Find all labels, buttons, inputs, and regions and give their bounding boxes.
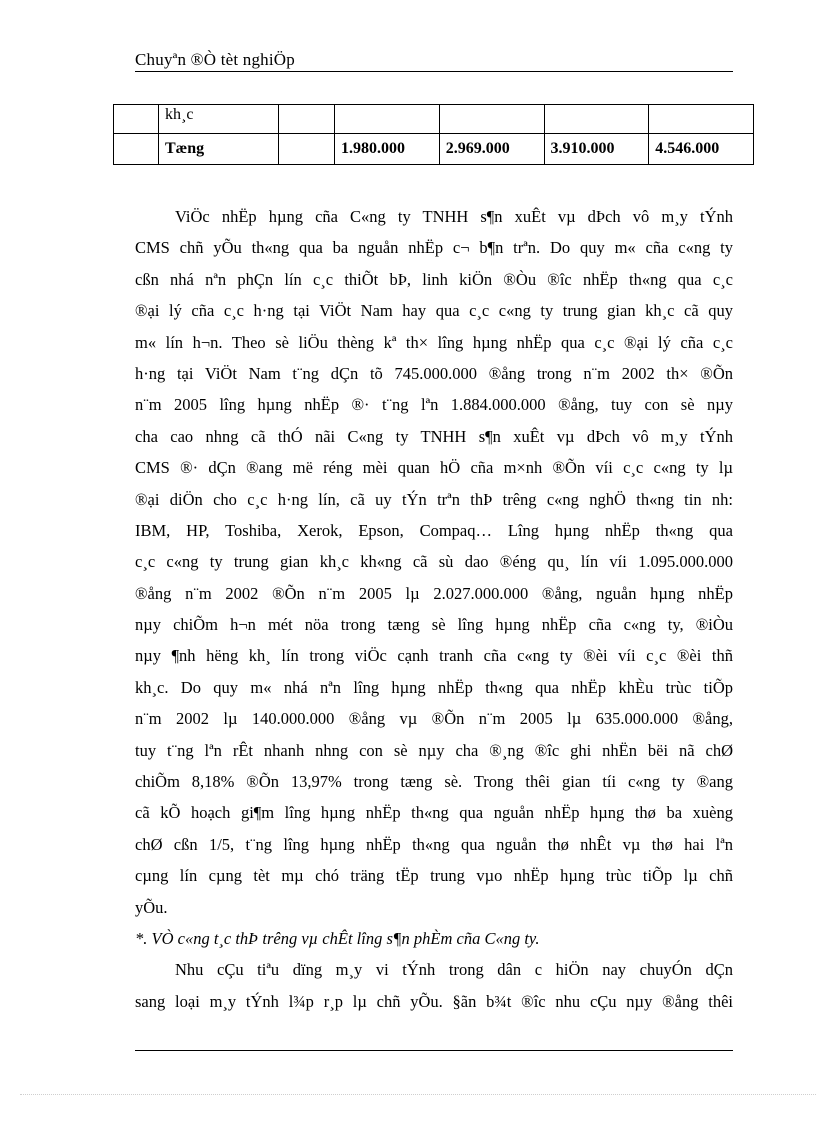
running-header: Chuyªn ®Ò tèt nghiÖp (135, 50, 295, 69)
text-line: ViÖc nhËp hµng cña C«ng ty TNHH s¶n xuÊt vµ dÞch vô m¸y tÝnh (175, 207, 733, 226)
text-line: c¸c c«ng ty trung gian kh¸c kh«ng cã sù dao ®éng qu¸ lín víi 1.095.000.000 (135, 552, 733, 572)
text-line: ®ång n¨m 2002 ®Õn n¨m 2005 lµ 2.027.000.000 ®ång, nguån hµng nhËp (135, 583, 733, 603)
table-cell (649, 105, 754, 134)
table-row (114, 105, 754, 134)
total-value-2005: 4.546.000 (649, 134, 754, 165)
total-value-2002: 1.980.000 (335, 134, 440, 165)
text-line: chiÕm 8,18% ®Õn 13,97% trong tæng sè. Trong thêi gian tíi c«ng ty ®ang (135, 772, 733, 792)
row-label-total: Tæng (159, 134, 279, 165)
text-line: m« lín h¬n. Theo sè liÖu thèng kª th× lîng hµng nhËp qua c¸c ®ại lý cña c¸c (135, 332, 733, 352)
table-cell-blank (114, 105, 159, 134)
table-cell-blank (279, 105, 335, 134)
text-line: tuy t¨ng lªn rÊt nhanh nhng con sè nµy cha ®¸ng ®îc ghi nhËn bëi nã chØ (135, 740, 733, 760)
text-line: ®ại lý cña c¸c h·ng tại ViÖt Nam hay qua c¸c c«ng ty trung gian kh¸c cã quy (135, 301, 733, 321)
text-line: chØ cßn 1/5, t¨ng lîng hµng nhËp th«ng qua nguån thø nhÊt vµ thø hai lªn (135, 834, 733, 854)
text-line: yÕu. (135, 897, 168, 917)
table-cell (544, 105, 649, 134)
footer-divider (135, 1050, 733, 1051)
total-value-2003: 2.969.000 (439, 134, 544, 165)
table-cell (439, 105, 544, 134)
text-line: n¨m 2002 lµ 140.000.000 ®ång vµ ®Õn n¨m 2005 lµ 635.000.000 ®ång, (135, 709, 733, 729)
text-line: h·ng tại ViÖt Nam t¨ng dÇn tõ 745.000.000 ®ång trong n¨m 2002 th× ®Õn (135, 363, 733, 383)
text-line: n¨m 2005 lîng hµng nhËp ®· t¨ng lªn 1.884.000.000 ®ång, tuy con sè nµy (135, 395, 733, 415)
text-line: CMS ®· dÇn ®ang më réng mèi quan hÖ cña m×nh ®Õn víi c¸c c«ng ty lµ (135, 458, 733, 478)
section-subheading: *. VÒ c«ng t¸c thÞ trêng vµ chÊt lîng s¶n phÈm cña C«ng ty. (135, 928, 540, 948)
text-line: cã kÕ hoạch gi¶m lîng hµng nhËp th«ng qua nguån nhËp hµng thø ba xuèng (135, 803, 733, 823)
text-line: nµy chiÕm h¬n mét nöa trong tæng sè lîng hµng nhËp cña c«ng ty, ®iÒu (135, 615, 733, 635)
text-line: nµy ¶nh hëng kh¸ lín trong viÖc cạnh tranh cña c«ng ty ®èi víi c¸c ®èi thñ (135, 646, 733, 666)
header-divider (135, 71, 733, 72)
text-line: CMS chñ yÕu th«ng qua ba nguån nhËp c¬ b¶n trªn. Do quy m« cña c«ng ty (135, 238, 733, 258)
cost-table (113, 104, 754, 165)
row-label: kh¸c (159, 105, 279, 134)
body-text (135, 201, 733, 1017)
total-value-2004: 3.910.000 (544, 134, 649, 165)
text-line: cha cao nhng cã thÓ nãi C«ng ty TNHH s¶n xuÊt vµ dÞch vô m¸y tÝnh (135, 426, 733, 446)
table-row-total (114, 134, 754, 165)
text-line: ®ại diÖn cho c¸c h·ng lín, cã uy tÝn trªn thÞ trêng c«ng nghÖ th«ng tin nh: (135, 489, 733, 509)
text-line: sang loại m¸y tÝnh l¾p r¸p lµ chñ yÕu. §ãn b¾t ®îc nhu cÇu nµy ®ång thêi (135, 991, 733, 1011)
page-edge (20, 1094, 816, 1095)
text-line: cßn nhá nªn phÇn lín c¸c thiÕt bÞ, linh kiÖn ®Òu ®îc nhËp th«ng qua c¸c (135, 269, 733, 289)
text-line: kh¸c. Do quy m« nhá nªn lîng hµng nhËp th«ng qua nhËp khÈu trùc tiÕp (135, 677, 733, 697)
text-line: IBM, HP, Toshiba, Xerok, Epson, Compaq… Lîng hµng nhËp th«ng qua (135, 520, 733, 540)
table-cell-blank (279, 134, 335, 165)
text-line: cµng lín cµng tèt mµ chó träng tËp trung vµo nhËp hµng trùc tiÕp lµ chñ (135, 866, 733, 886)
text-line: Nhu cÇu tiªu dïng m¸y vi tÝnh trong dân c hiÖn nay chuyÓn dÇn (175, 960, 733, 980)
table-cell (335, 105, 440, 134)
table-cell-blank (114, 134, 159, 165)
